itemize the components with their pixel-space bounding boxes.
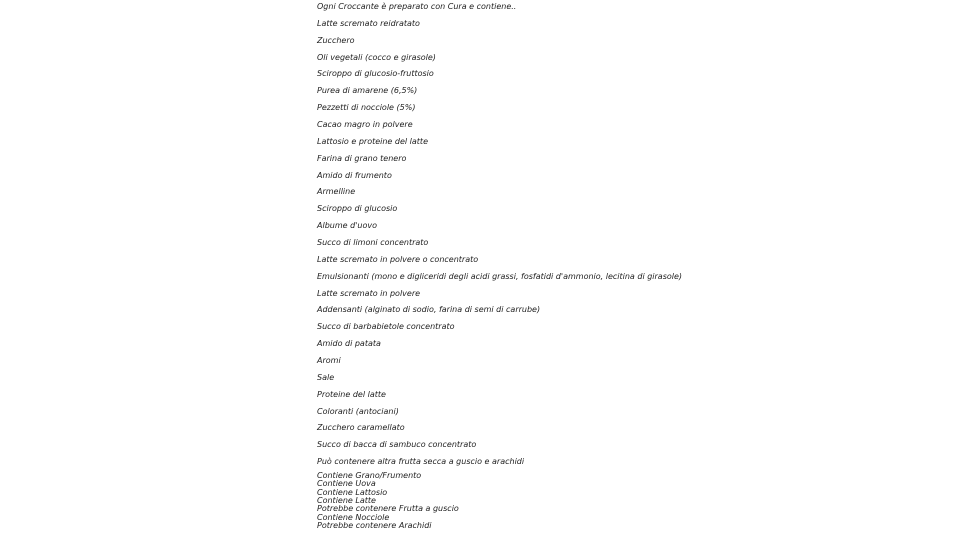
allergen-list (317, 472, 937, 530)
ingredient-item: Emulsionanti (mono e digliceridi degli acidi grassi, fosfatidi d'ammonio, lecitina di girasole) (317, 271, 683, 281)
allergen-item: Contiene Uova (317, 479, 376, 489)
ingredient-item: Succo di limoni concentrato (317, 238, 429, 248)
allergen-item: Contiene Latte (317, 496, 376, 506)
ingredient-item: Addensanti (alginato di sodio, farina di semi di carrube) (317, 305, 541, 315)
ingredient-item: Coloranti (antociani) (317, 406, 399, 416)
ingredient-item: Proteine del latte (317, 389, 386, 399)
ingredient-item: Purea di amarene (6,5%) (317, 86, 418, 96)
ingredient-item: Zucchero (317, 35, 355, 45)
ingredient-item: Può contenere altra frutta secca a guscio e arachidi (317, 457, 525, 467)
ingredients-title: Ogni Croccante è preparato con Cura e contiene.. (317, 2, 517, 11)
ingredient-item: Armelline (317, 187, 356, 197)
ingredient-item: Amido di patata (317, 339, 381, 349)
ingredient-item: Succo di barbabietole concentrato (317, 322, 455, 332)
ingredient-item: Aromi (317, 356, 341, 366)
ingredient-item: Oli vegetali (cocco e girasole) (317, 52, 436, 62)
allergen-item: Contiene Grano/Frumento (317, 471, 422, 481)
allergen-item: Contiene Lattosio (317, 487, 388, 497)
allergen-item: Potrebbe contenere Frutta a guscio (317, 504, 459, 514)
allergen-item: Contiene Nocciole (317, 512, 390, 522)
ingredient-item: Pezzetti di nocciole (5%) (317, 103, 416, 113)
ingredient-item: Succo di bacca di sambuco concentrato (317, 440, 477, 450)
ingredient-item: Latte scremato in polvere o concentrato (317, 254, 479, 264)
ingredient-item: Cacao magro in polvere (317, 120, 413, 130)
allergen-item: Potrebbe contenere Arachidi (317, 521, 432, 531)
ingredient-item: Lattosio e proteine del latte (317, 136, 428, 146)
ingredient-item: Albume d'uovo (317, 221, 377, 231)
ingredient-item: Latte scremato in polvere (317, 288, 421, 298)
ingredient-list (317, 17, 937, 469)
ingredient-item: Amido di frumento (317, 170, 392, 180)
ingredient-item: Zucchero caramellato (317, 423, 405, 433)
ingredient-item: Sciroppo di glucosio (317, 204, 398, 214)
ingredient-item: Latte scremato reidratato (317, 18, 420, 28)
ingredient-item: Sale (317, 372, 335, 382)
ingredient-item: Farina di grano tenero (317, 153, 407, 163)
ingredients-panel (317, 0, 937, 530)
ingredient-item: Sciroppo di glucosio-fruttosio (317, 69, 434, 79)
